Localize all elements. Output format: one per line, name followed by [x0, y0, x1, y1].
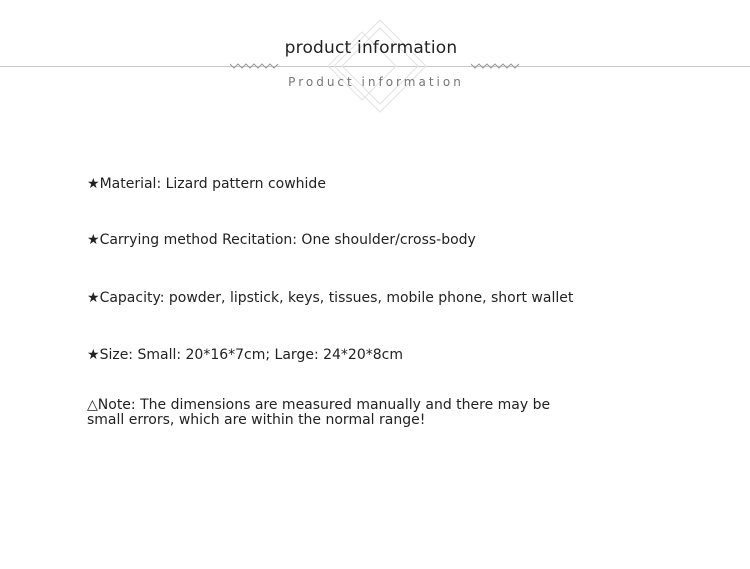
spec-size — [87, 348, 403, 363]
section-header — [0, 0, 750, 120]
spec-text: Material: Lizard pattern cowhide — [99, 176, 326, 192]
spec-text: Note: The dimensions are measured manually and there may be small errors, which are within the normal range! — [87, 397, 551, 428]
spec-note — [87, 398, 587, 428]
diamond-ornament-icon — [318, 18, 430, 114]
section-subtitle: Product information — [288, 75, 464, 89]
spec-text: Carrying method Recitation: One shoulder/cross-body — [99, 232, 476, 248]
star-icon: ★ — [87, 347, 100, 363]
spec-carrying-method — [87, 233, 476, 248]
star-icon: ★ — [87, 232, 100, 248]
spec-material — [87, 177, 326, 192]
star-icon: ★ — [87, 176, 100, 192]
triangle-icon: △ — [87, 397, 98, 413]
section-title: product information — [284, 38, 458, 58]
wave-ornament-left-icon — [230, 61, 280, 71]
spec-text: Size: Small: 20*16*7cm; Large: 24*20*8cm — [99, 347, 403, 363]
star-icon: ★ — [87, 290, 100, 306]
wave-ornament-right-icon — [471, 61, 521, 71]
spec-capacity — [87, 291, 573, 306]
spec-text: Capacity: powder, lipstick, keys, tissues, mobile phone, short wallet — [99, 290, 574, 306]
